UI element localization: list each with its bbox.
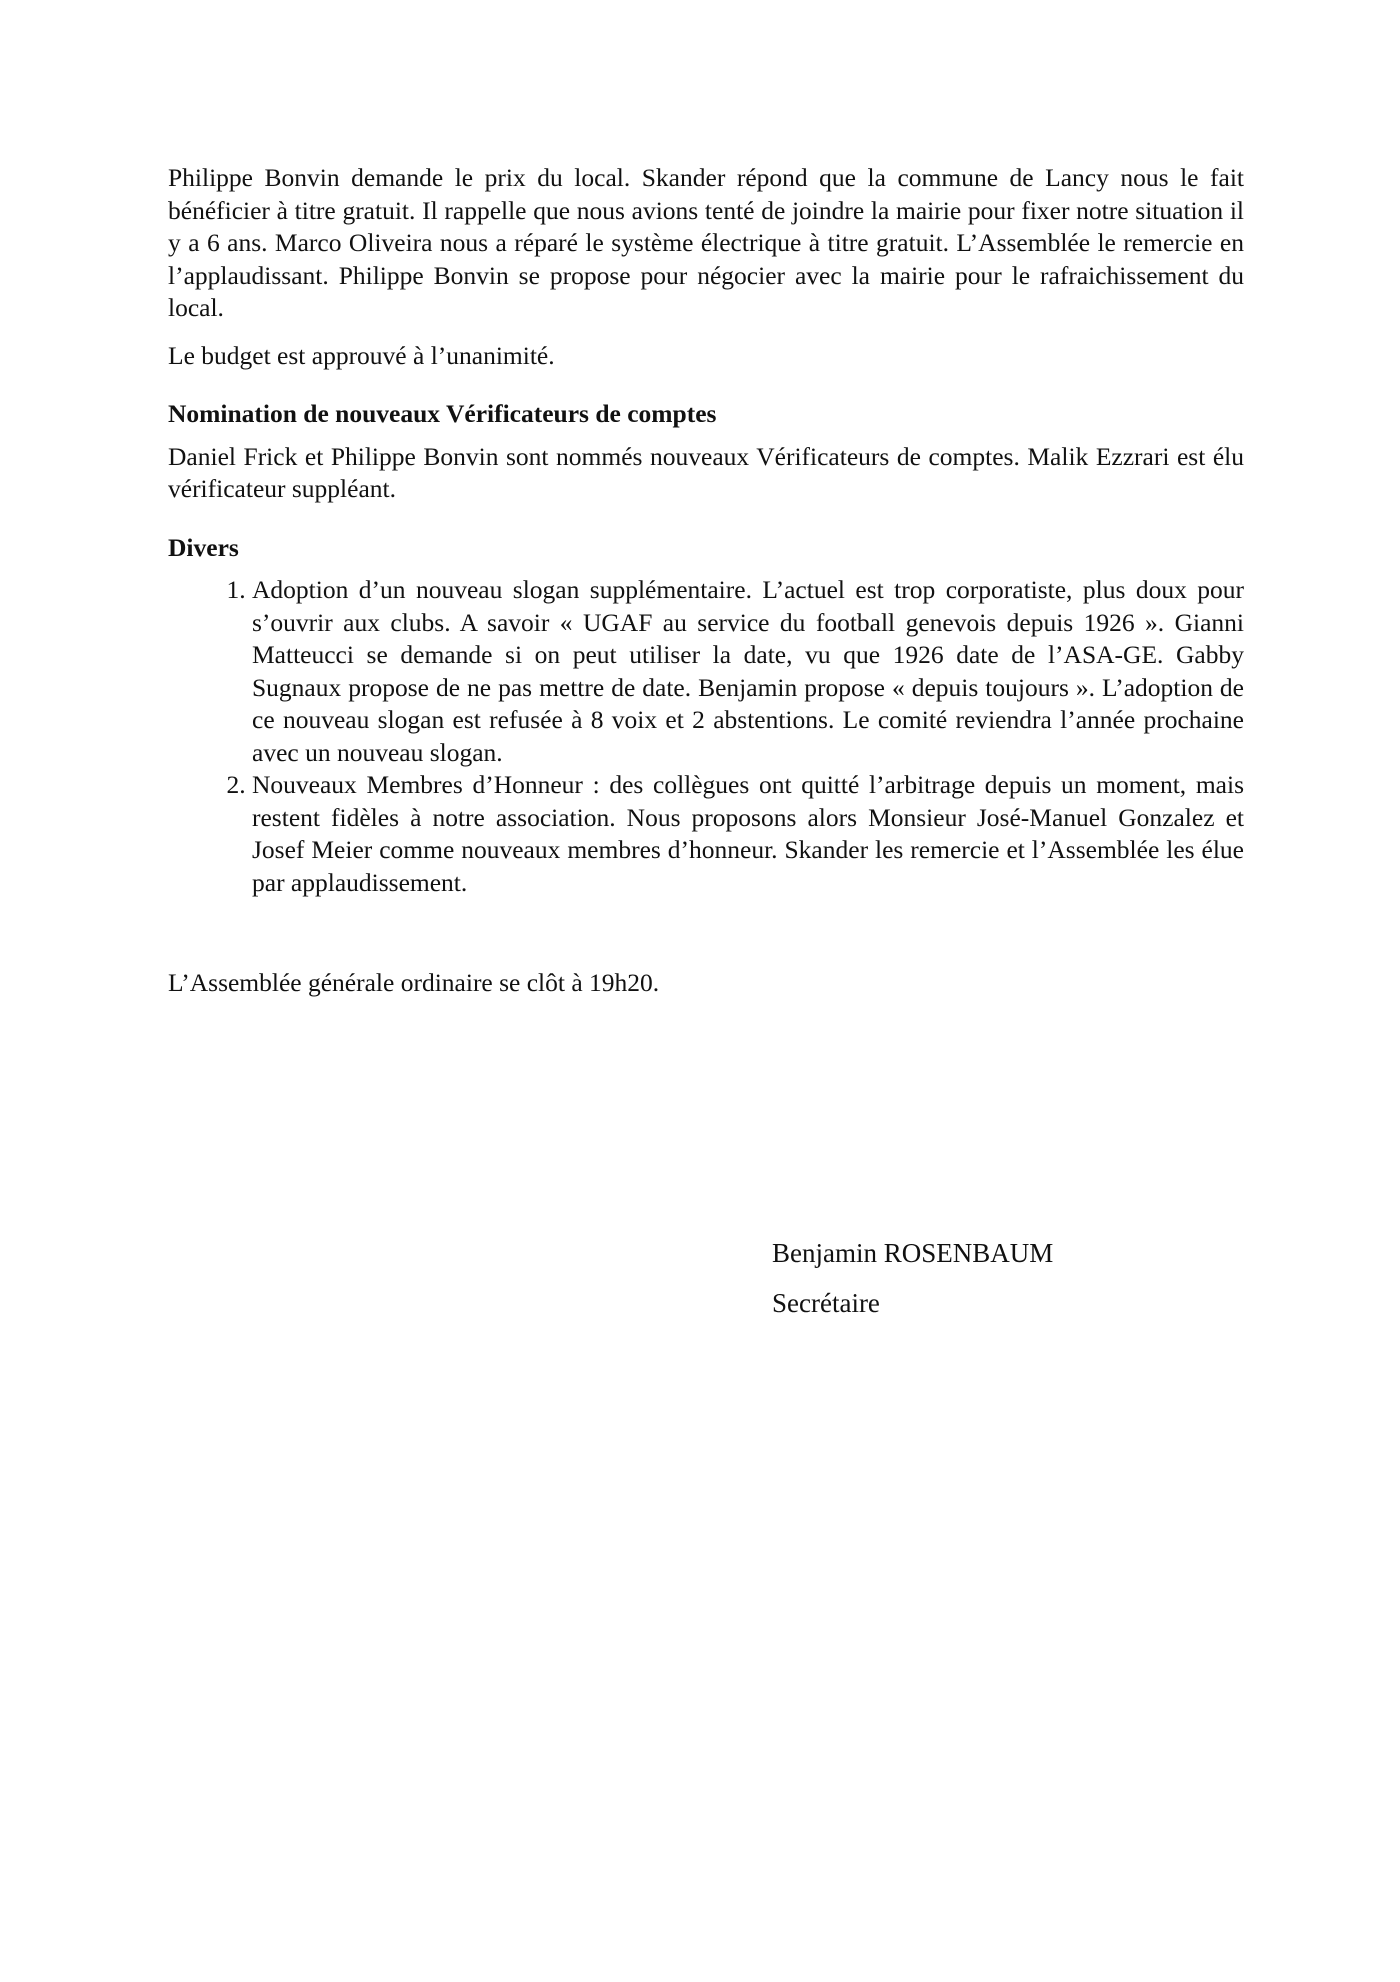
list-item: 1. Adoption d’un nouveau slogan supplémentaire. L’actuel est trop corporatiste, plus doux pour s’ouvrir aux clubs. A savoir « UGAF au service du football genevois depuis 1926 ». Gianni Matteucci se demande si on peut utiliser la date, vu que 1926 date de l’ASA-GE. Gabby Sugnaux propose de ne pas mettre de date. Benjamin propose « depuis toujours ». L’adoption de ce nouveau slogan est refusée à 8 voix et 2 abstentions. Le comité reviendra l’année prochaine avec un nouveau slogan. xyxy=(252,574,1244,769)
signature-block xyxy=(772,1228,1053,1328)
heading-divers: Divers xyxy=(168,532,239,562)
paragraph-budget: Le budget est approuvé à l’unanimité. xyxy=(168,340,555,370)
signature-role: Secrétaire xyxy=(772,1288,880,1318)
paragraph-nomination: Daniel Frick et Philippe Bonvin sont nommés nouveaux Vérificateurs de comptes. Malik Ezzrari est élu vérificateur suppléant. xyxy=(168,441,1244,503)
divers-list xyxy=(168,574,1244,899)
paragraph-closing: L’Assemblée générale ordinaire se clôt à 19h20. xyxy=(168,968,660,997)
heading-nomination: Nomination de nouveaux Vérificateurs de comptes xyxy=(168,399,717,428)
paragraph-local: Philippe Bonvin demande le prix du local. Skander répond que la commune de Lancy nous le fait bénéficier à titre gratuit. Il rappelle que nous avions tenté de joindre la mairie pour fixer notre situation il y a 6 ans. Marco Oliveira nous a réparé le système électrique à titre gratuit. L’Assemblée le remercie en l’applaudissant. Philippe Bonvin se propose pour négocier avec la mairie pour le rafraichissement du local. xyxy=(168,163,1244,322)
document-body xyxy=(168,162,1244,1015)
list-item: 2. Nouveaux Membres d’Honneur : des collègues ont quitté l’arbitrage depuis un moment, mais restent fidèles à notre association. Nous proposons alors Monsieur José-Manuel Gonzalez et Josef Meier comme nouveaux membres d’honneur. Skander les remercie et l’Assemblée les élue par applaudissement. xyxy=(252,769,1244,899)
signature-name: Benjamin ROSENBAUM xyxy=(772,1238,1054,1268)
